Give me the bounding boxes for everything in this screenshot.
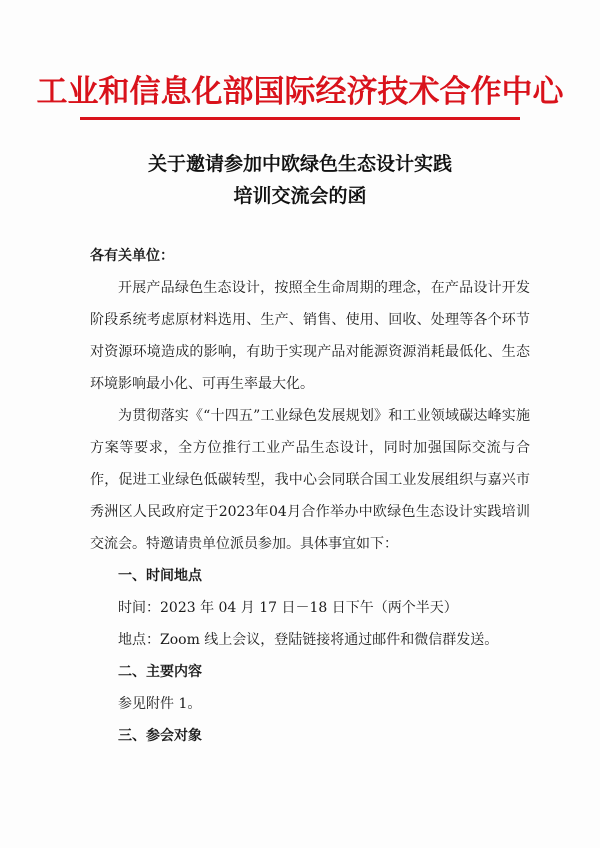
section-heading-time-place: 一、时间地点 [118, 568, 202, 584]
document-title-line1: 关于邀请参加中欧绿色生态设计实践 [147, 153, 452, 175]
document-title [0, 148, 600, 212]
time-line: 时间：2023 年 04 月 17 日－18 日下午（两个半天） [118, 600, 458, 616]
section-heading-participants: 三、参会对象 [118, 728, 202, 744]
place-line: 地点：Zoom 线上会议，登陆链接将通过邮件和微信群发送。 [118, 632, 499, 648]
content-line: 参见附件 1。 [118, 696, 202, 712]
salutation: 各有关单位： [90, 248, 174, 264]
letterhead-red-rule [80, 117, 520, 120]
document-body [90, 240, 530, 752]
document-title-line2: 培训交流会的函 [233, 185, 367, 207]
letterhead-org-name: 工业和信息化部国际经济技术合作中心 [36, 74, 564, 110]
paragraph-invitation: 为贯彻落实《“十四五”工业绿色发展规划》和工业领域碳达峰实施方案等要求，全方位推行工业产品生态设计，同时加强国际交流与合作，促进工业绿色低碳转型，我中心会同联合国工业发展组织与嘉兴市秀洲区人民政府定于2023年04月合作举办中欧绿色生态设计实践培训交流会。特邀请贵单位派员参加。具体事宜如下： [90, 408, 530, 552]
paragraph-eco-design: 开展产品绿色生态设计，按照全生命周期的理念，在产品设计开发阶段系统考虑原材料选用、生产、销售、使用、回收、处理等各个环节对资源环境造成的影响，有助于实现产品对能源资源消耗最低化、生态环境影响最小化、可再生率最大化。 [90, 280, 530, 392]
section-heading-content: 二、主要内容 [118, 664, 202, 680]
